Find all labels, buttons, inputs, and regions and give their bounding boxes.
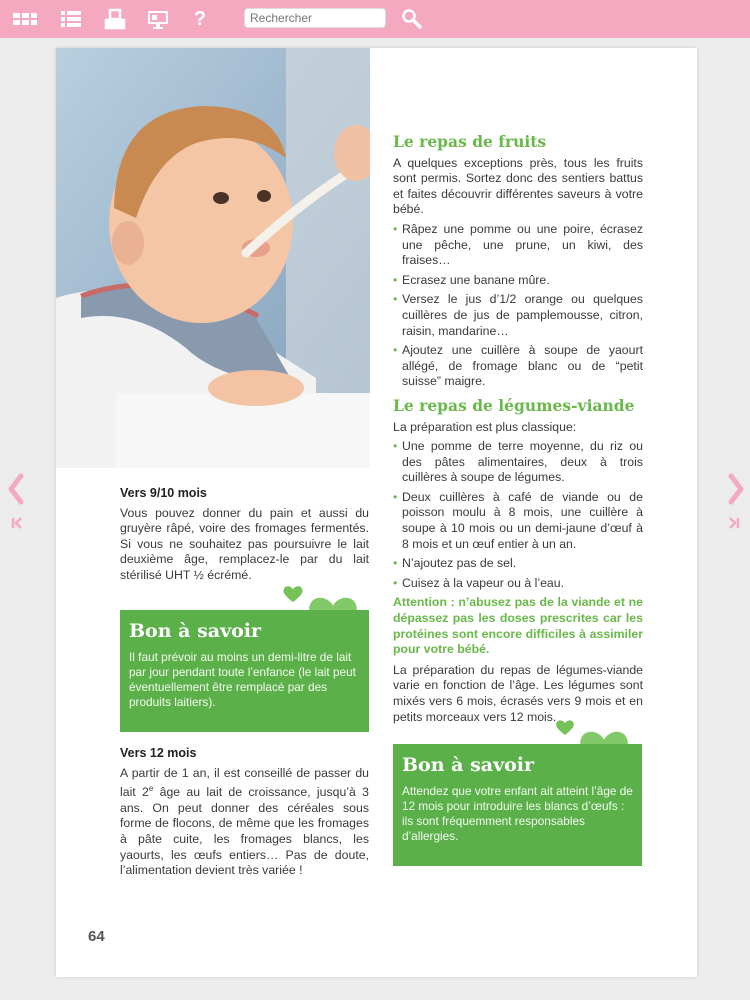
list-item: • Cuisez à la vapeur ou à l’eau. (393, 576, 643, 592)
right-column (393, 134, 643, 729)
prev-page-arrow[interactable] (6, 472, 26, 506)
list-item: • Une pomme de terre moyenne, du riz ou des pâtes alimentaires, deux à trois cuillères à soupe de légumes. (393, 439, 643, 486)
page-number: 64 (88, 928, 105, 945)
section-text-9-10: Vous pouvez donner du pain et aussi du gruyère râpé, voire des fromages fermentés. Si vous ne souhaitez pas poursuivre le lait deuxième âge, remplacez-le par du lait stérilisé UHT ½ écrémé. (120, 505, 369, 582)
list-item: • Ajoutez une cuillère à soupe de yaourt allégé, de fromage blanc ou de “petit suisse” maigre. (393, 343, 643, 390)
legumes-outro: La préparation du repas de légumes-viande varie en fonction de l’âge. Les légumes sont mixés vers 6 mois, écrasés vers 9 mois et en petits morceaux vers 12 mois. (393, 662, 643, 724)
legumes-list (393, 439, 643, 591)
tip-box-right-title: Bon à savoir (402, 754, 535, 776)
list-item: • Ecrasez une banane mûre. (393, 273, 643, 289)
legumes-intro: La préparation est plus classique: (393, 419, 577, 434)
section-text-12: A partir de 1 an, il est conseillé de passer du lait 2e âge au lait de croissance, jusqu’à 3 ans. On peut donner des céréales sous forme de flocons, de même que les fromages à pâte cuite, les fromages blancs, les yaourts, les œufs entiers… Pas de doute, l’alimentation devient très variée ! (120, 765, 369, 878)
book-page (56, 48, 697, 977)
fruits-intro: A quelques exceptions près, tous les fruits sont permis. Sortez donc des sentiers battus et faites découvrir différentes saveurs à votre bébé. (393, 155, 643, 217)
top-toolbar (0, 0, 750, 38)
list-item: • Râpez une pomme ou une poire, écrasez une pêche, une prune, un kiwi, des fraises… (393, 222, 643, 269)
tip-box-left (120, 610, 369, 732)
list-item: • Deux cuillères à café de viande ou de poisson moulu à 8 mois, une cuillère à soupe à 10 mois ou un demi-jaune d’œuf à 8 mois et un œuf entier à un an. (393, 490, 643, 552)
section-title-12: Vers 12 mois (120, 746, 197, 760)
tip-box-left-title: Bon à savoir (129, 620, 262, 642)
fruits-title: Le repas de fruits (393, 132, 547, 151)
tip-box-left-text: Il faut prévoir au moins un demi-litre de lait par jour pendant toute l’enfance (le lait peut éventuellement être remplacé par des produits laitiers). (129, 650, 356, 709)
left-column (120, 486, 369, 588)
tip-box-right-text: Attendez que votre enfant ait atteint l’âge de 12 mois pour introduire les blancs d’œufs : ils sont fréquemment responsables d’allergies. (402, 784, 633, 843)
list-icon[interactable] (58, 6, 84, 32)
next-page-arrow[interactable] (726, 472, 746, 506)
last-page-arrow[interactable] (727, 515, 741, 531)
help-icon[interactable]: ? (193, 8, 207, 30)
search-icon[interactable] (401, 8, 423, 30)
baby-eating-photo (56, 48, 370, 468)
left-column-bottom (120, 746, 369, 883)
tip-box-right (393, 744, 642, 866)
small-heart-icon (555, 719, 575, 736)
search-input[interactable] (244, 8, 386, 28)
section-title-9-10: Vers 9/10 mois (120, 486, 207, 500)
fruits-list (393, 222, 643, 390)
legumes-title: Le repas de légumes-viande (393, 395, 635, 415)
first-page-arrow[interactable] (10, 515, 24, 531)
small-heart-icon (282, 585, 304, 603)
screen-icon[interactable] (145, 6, 171, 32)
grid-icon[interactable] (12, 6, 38, 32)
bookmark-icon[interactable] (102, 6, 128, 32)
list-item: • N’ajoutez pas de sel. (393, 556, 643, 572)
list-item: • Versez le jus d’1/2 orange ou quelques cuillères de jus de pamplemousse, citron, raisin, mandarine… (393, 292, 643, 339)
warning-text: Attention : n’abusez pas de la viande et ne dépassez pas les doses prescrites car les protéines sont encore difficiles à assimiler pour votre bébé. (393, 595, 643, 657)
